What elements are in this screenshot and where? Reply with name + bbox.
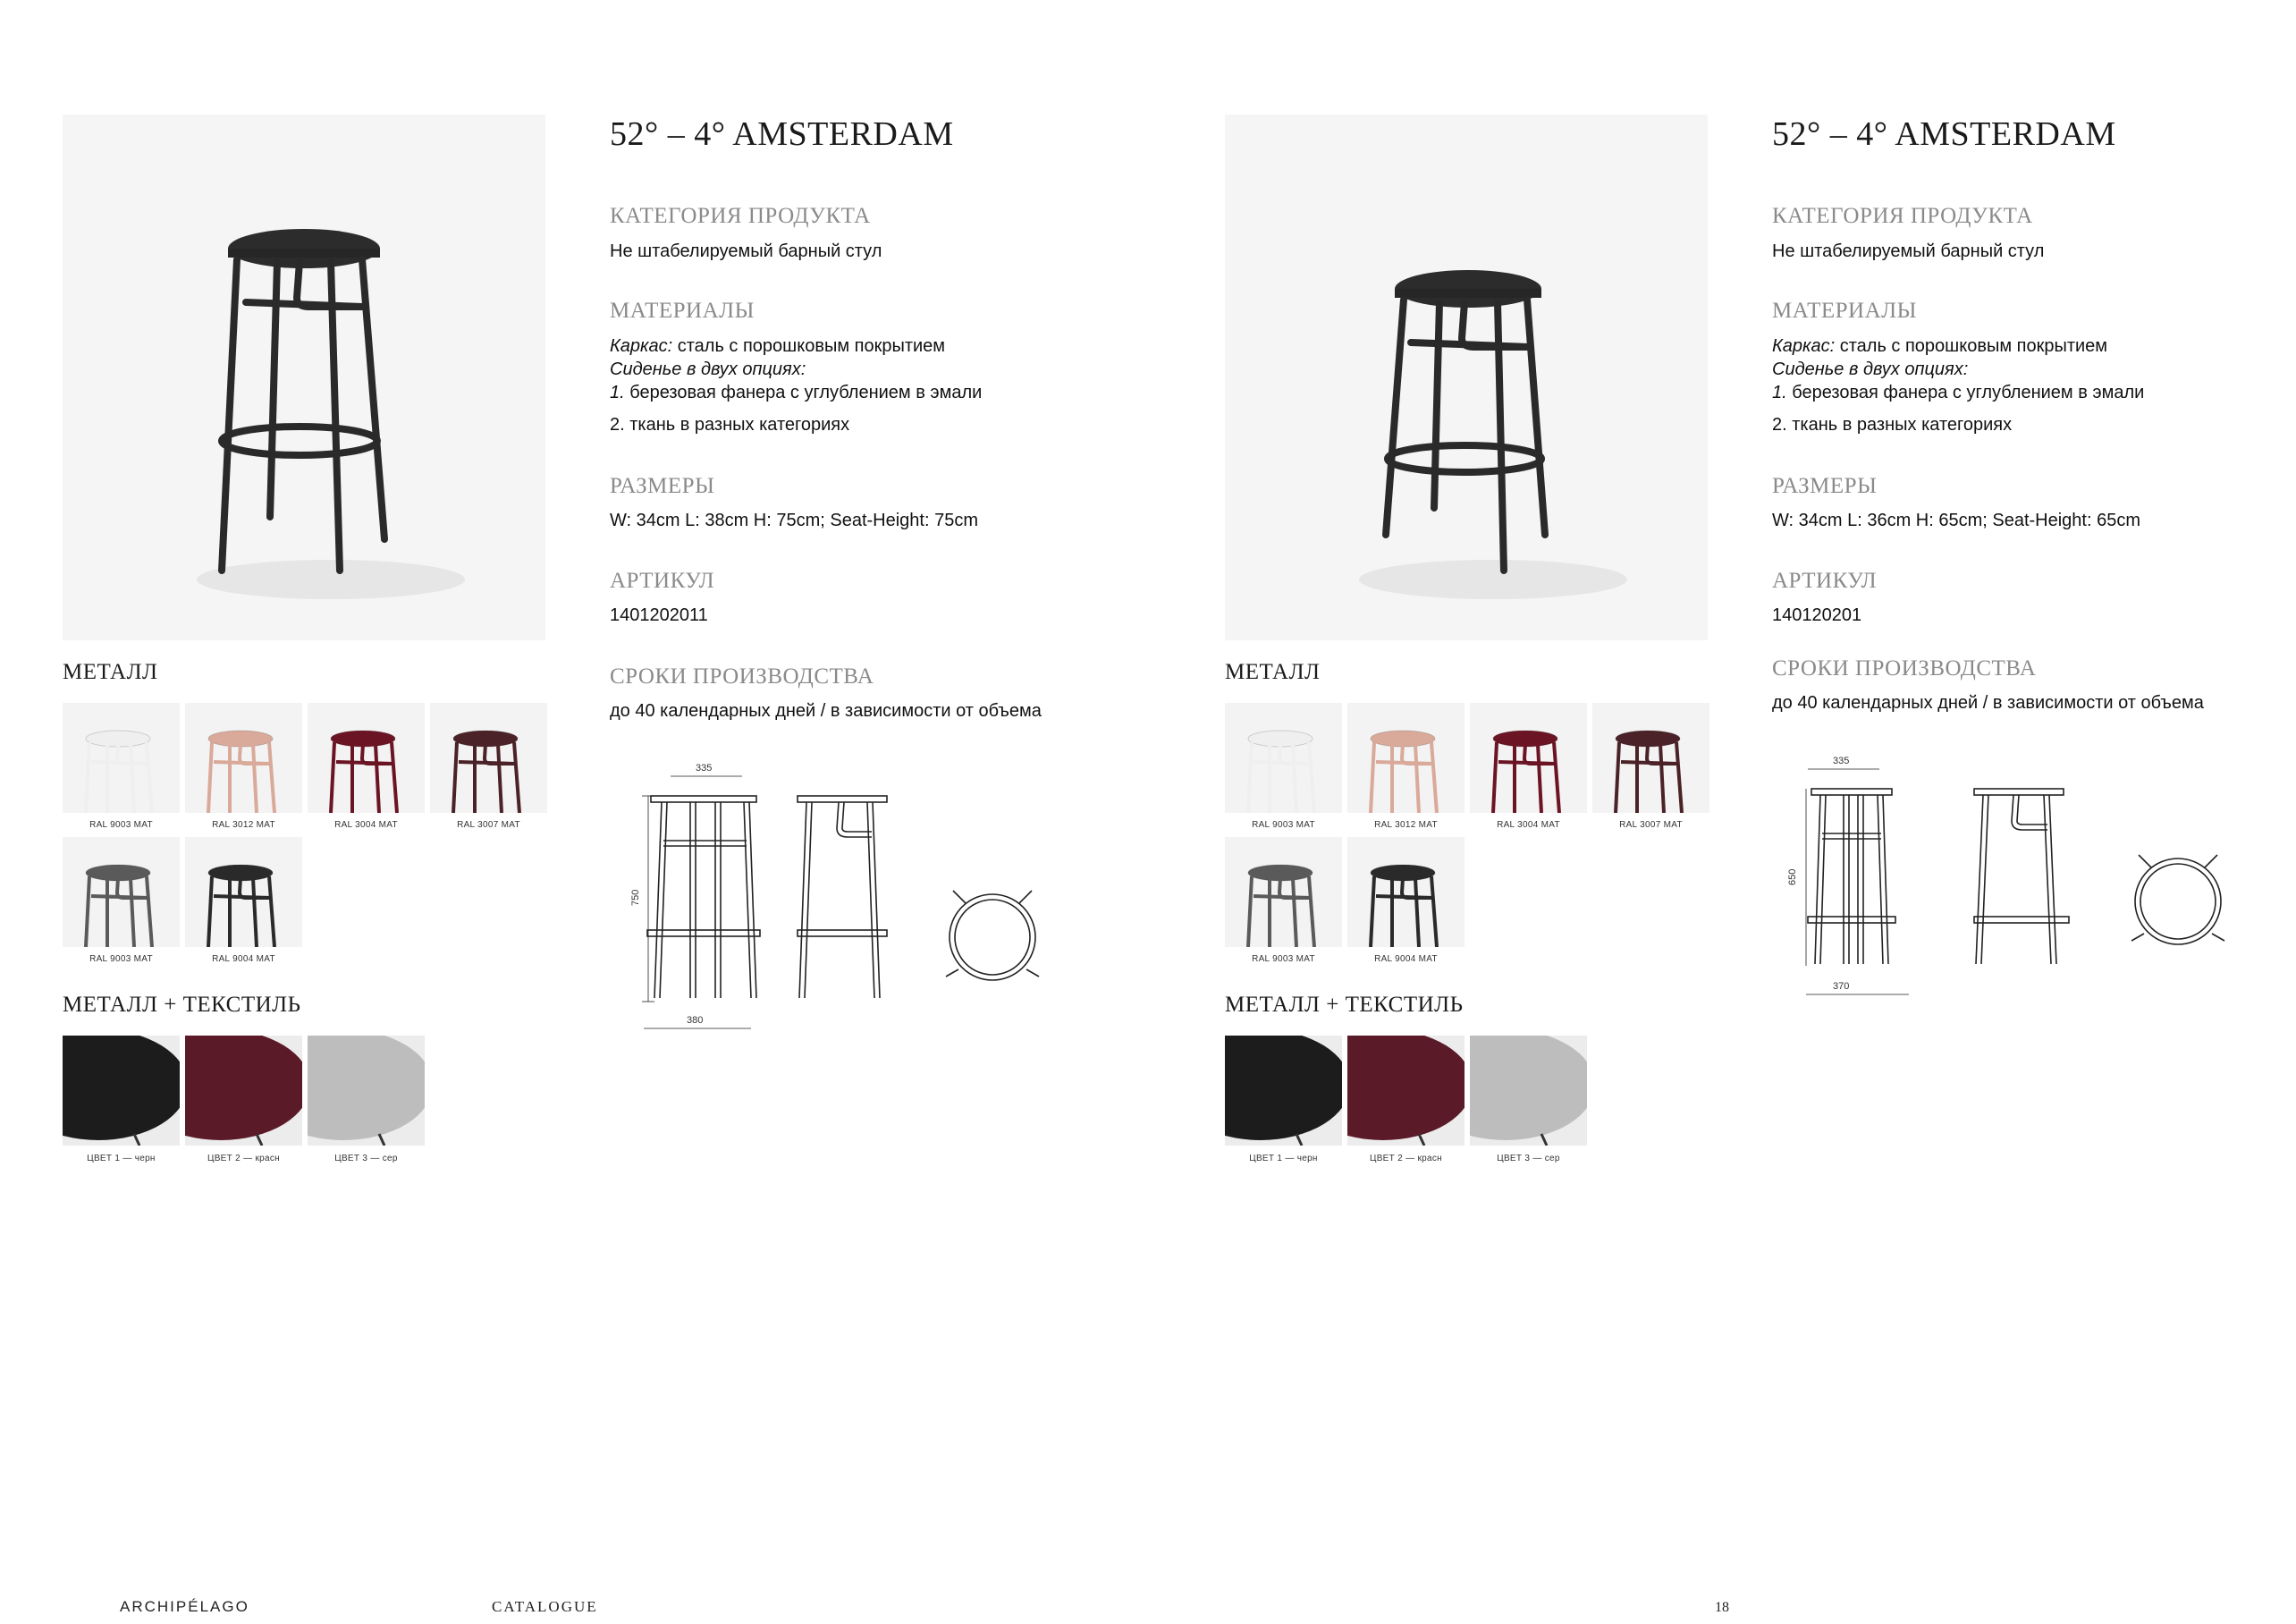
metal-color-swatch [1592, 703, 1709, 813]
frame-label: Каркас: [610, 336, 673, 356]
metal-textile-section-label: МЕТАЛЛ + ТЕКСТИЛЬ [63, 993, 301, 1017]
textile-color-swatch [1225, 1036, 1342, 1146]
bar-stool-illustration [1225, 114, 1708, 640]
dimensions-label: РАЗМЕРЫ [1772, 474, 1878, 498]
metal-color-swatch [1347, 837, 1465, 947]
lead-time-value: до 40 календарных дней / в зависимости от объема [1772, 693, 2204, 713]
article-value: 140120201 [1772, 605, 1862, 625]
article-label: АРТИКУЛ [1772, 569, 1878, 593]
materials-label: МАТЕРИАЛЫ [1772, 299, 1917, 323]
article-value: 1401202011 [610, 605, 708, 625]
swatch-label: RAL 9004 MAT [1374, 954, 1438, 964]
frame-value: сталь с порошковым покрытием [1835, 336, 2108, 356]
option2: 2. ткань в разных категориях [1772, 415, 2013, 435]
metal-color-swatch [1347, 703, 1465, 813]
textile-color-swatch [185, 1036, 302, 1146]
technical-drawing [608, 758, 1091, 1045]
option2: 2. ткань в разных категориях [610, 415, 850, 435]
swatch-label: RAL 9003 MAT [89, 820, 153, 830]
drawing-base-width: 370 [1833, 981, 1850, 992]
textile-color-swatch [1347, 1036, 1465, 1146]
drawing-height: 650 [1787, 868, 1798, 885]
product-photo [1225, 114, 1708, 640]
metal-section-label: МЕТАЛЛ [63, 660, 158, 684]
lead-time-label: СРОКИ ПРОИЗВОДСТВА [610, 664, 874, 689]
option1-num: 1. [1772, 383, 1787, 402]
textile-color-swatch [308, 1036, 425, 1146]
category-label: КАТЕГОРИЯ ПРОДУКТА [610, 204, 871, 228]
category-label: КАТЕГОРИЯ ПРОДУКТА [1772, 204, 2033, 228]
lead-time-label: СРОКИ ПРОИЗВОДСТВА [1772, 656, 2037, 681]
swatch-label: RAL 3007 MAT [457, 820, 520, 830]
swatch-label: ЦВЕТ 3 — сер [334, 1154, 398, 1163]
metal-textile-section-label: МЕТАЛЛ + ТЕКСТИЛЬ [1225, 993, 1464, 1017]
metal-color-swatch [185, 703, 302, 813]
swatch-label: ЦВЕТ 1 — черн [1249, 1154, 1318, 1163]
metal-color-swatch [308, 703, 425, 813]
swatch-label: ЦВЕТ 1 — черн [87, 1154, 156, 1163]
metal-color-swatch [1225, 703, 1342, 813]
option1-text: березовая фанера с углублением в эмали [1786, 383, 2145, 402]
product-title: 52° – 4° AMSTERDAM [1772, 115, 2116, 153]
frame-value: сталь с порошковым покрытием [672, 336, 946, 356]
swatch-label: RAL 9004 MAT [212, 954, 275, 964]
technical-drawing [1770, 751, 2271, 1019]
seat-options-label: Сиденье в двух опциях: [1772, 359, 1969, 379]
swatch-label: ЦВЕТ 2 — красн [207, 1154, 280, 1163]
swatch-label: RAL 3007 MAT [1619, 820, 1683, 830]
frame-label: Каркас: [1772, 336, 1836, 356]
catalogue-label: CATALOGUE [492, 1598, 598, 1615]
metal-section-label: МЕТАЛЛ [1225, 660, 1321, 684]
materials-label: МАТЕРИАЛЫ [610, 299, 755, 323]
swatch-label: ЦВЕТ 2 — красн [1370, 1154, 1442, 1163]
metal-color-swatch [1225, 837, 1342, 947]
drawing-height: 750 [630, 889, 641, 906]
dimensions-label: РАЗМЕРЫ [610, 474, 715, 498]
lead-time-value: до 40 календарных дней / в зависимости от объема [610, 701, 1042, 721]
article-label: АРТИКУЛ [610, 569, 715, 593]
seat-options-label: Сиденье в двух опциях: [610, 359, 806, 379]
metal-color-swatch [1470, 703, 1587, 813]
metal-color-swatch [430, 703, 547, 813]
swatch-label: RAL 9003 MAT [1252, 820, 1315, 830]
textile-color-swatch [63, 1036, 180, 1146]
swatch-label: RAL 3012 MAT [1374, 820, 1438, 830]
dimensions-value: W: 34cm L: 36cm H: 65cm; Seat-Height: 65cm [1772, 511, 2141, 530]
option1-text: березовая фанера с углублением в эмали [624, 383, 983, 402]
option1-num: 1. [610, 383, 625, 402]
materials-value [610, 334, 1110, 436]
drawing-top-width: 335 [696, 763, 713, 774]
bar-stool-illustration [63, 114, 545, 640]
metal-color-swatch [185, 837, 302, 947]
product-title: 52° – 4° AMSTERDAM [610, 115, 954, 153]
swatch-label: RAL 9003 MAT [1252, 954, 1315, 964]
swatch-label: RAL 9003 MAT [89, 954, 153, 964]
metal-color-swatch [63, 703, 180, 813]
swatch-label: RAL 3012 MAT [212, 820, 275, 830]
materials-value [1772, 334, 2273, 436]
drawing-top-width: 335 [1833, 756, 1850, 766]
metal-color-swatch [63, 837, 180, 947]
category-value: Не штабелируемый барный стул [1772, 241, 2045, 261]
category-value: Не штабелируемый барный стул [610, 241, 882, 261]
swatch-label: ЦВЕТ 3 — сер [1497, 1154, 1560, 1163]
product-photo [63, 114, 545, 640]
textile-color-swatch [1470, 1036, 1587, 1146]
drawing-base-width: 380 [687, 1015, 704, 1026]
page-number: 18 [1715, 1600, 1729, 1615]
swatch-label: RAL 3004 MAT [334, 820, 398, 830]
swatch-label: RAL 3004 MAT [1497, 820, 1560, 830]
brand-logo: ARCHIPÉLAGO [120, 1598, 249, 1615]
dimensions-value: W: 34cm L: 38cm H: 75cm; Seat-Height: 75cm [610, 511, 979, 530]
